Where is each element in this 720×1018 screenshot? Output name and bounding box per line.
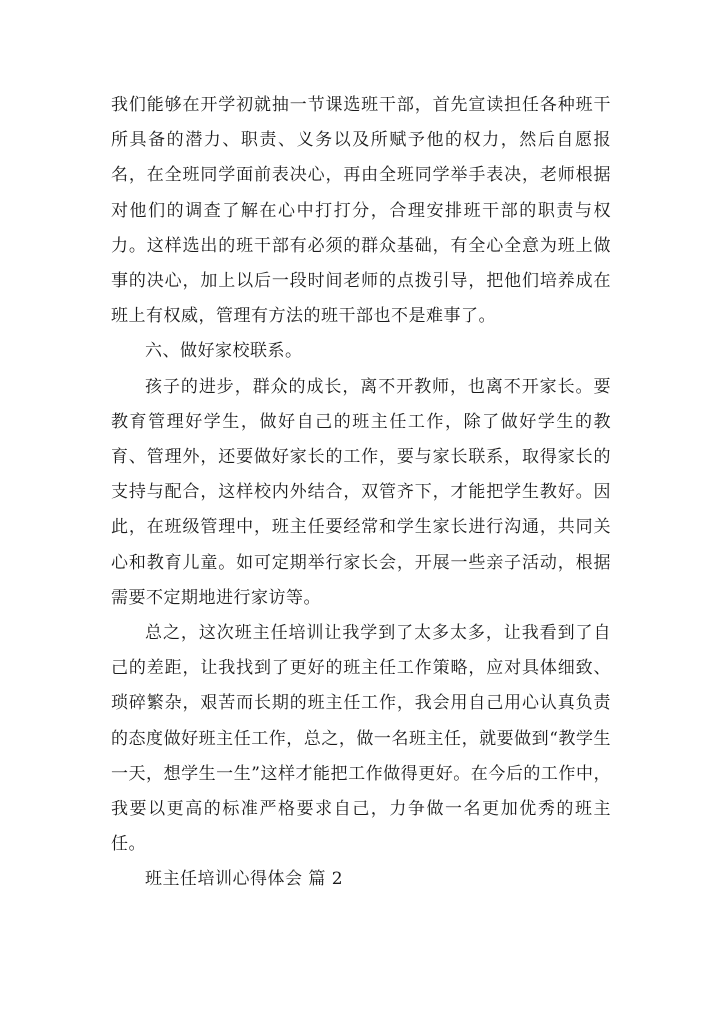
paragraph-conclusion: 总之，这次班主任培训让我学到了太多太多，让我看到了自己的差距，让我找到了更好的班主任工作策略，应对具体细致、琐碎繁杂，艰苦而长期的班主任工作，我会用自己用心认真负责的态度做好班主任工作，总之，做一名班主任，就要做到“教学生一天，想学生一生”这样才能把工作做得更好。在今后的工作中，我要以更高的标准严格要求自己，力争做一名更加优秀的班主任。 [111,623,611,855]
paragraph-home-school-contact: 孩子的进步，群众的成长，离不开教师，也离不开家长。要教育管理好学生，做好自己的班主任工作，除了做好学生的教育、管理外，还要做好家长的工作，要与家长联系，取得家长的支持与配合，这样校内外结合，双管齐下，才能把学生教好。因此，在班级管理中，班主任要经常和学生家长进行沟通，共同关心和教育儿童。如可定期举行家长会，开展一些亲子活动，根据需要不定期地进行家访等。 [111,376,611,608]
paragraph-class-cadre-selection: 我们能够在开学初就抽一节课选班干部，首先宣读担任各种班干所具备的潜力、职责、义务以及所赋予他的权力，然后自愿报名，在全班同学面前表决心，再由全班同学举手表决，老师根据对他们的调查了解在心中打打分，合理安排班干部的职责与权力。这样选出的班干部有必须的群众基础，有全心全意为班上做事的决心，加上以后一段时间老师的点拨引导，把他们培养成在班上有权威，管理有方法的班干部也不是难事了。 [111,95,611,327]
document-body [111,88,611,898]
section-heading-home-school-contact: 六、做好家校联系。 [145,341,303,362]
article-title-part-2: 班主任培训心得体会 篇 2 [145,869,344,890]
